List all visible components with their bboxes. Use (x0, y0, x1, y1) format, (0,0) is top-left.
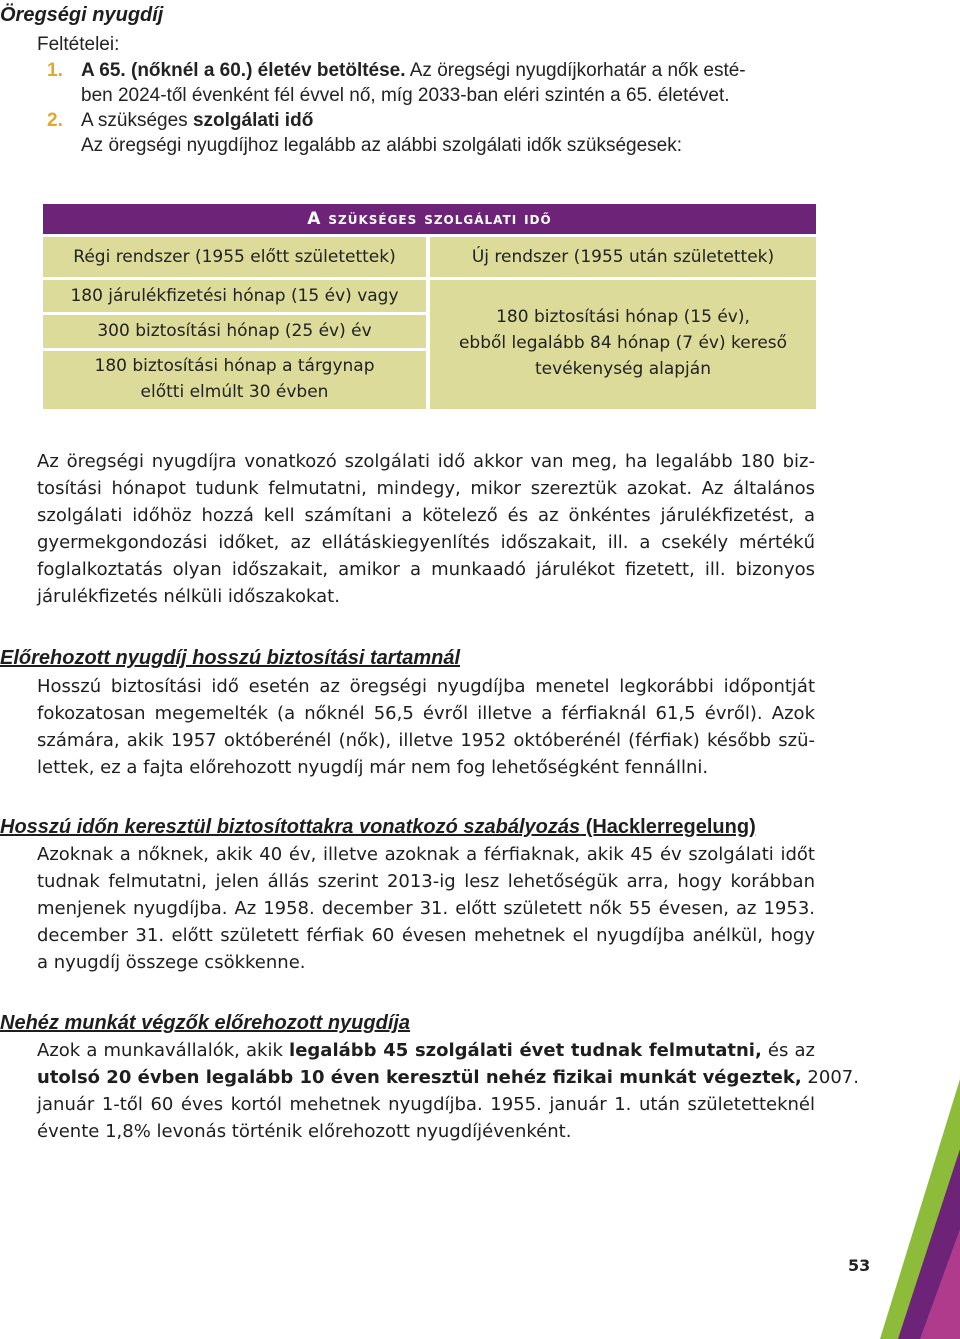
list-item-2 (47, 108, 827, 133)
item1-line2: ben 2024-től évenként fél évvel nő, míg 2033-ban eléri szintén a 65. életévet. (81, 85, 730, 106)
table-title: A szükséges szolgálati idő (43, 204, 816, 234)
col-header-old-text: Régi rendszer (1955 előtt születettek) (73, 247, 396, 267)
s2-line3: számára, akik 1957 októberénél (nők), illetve 1952 októberénél (férfiak) később szü- (37, 730, 815, 751)
new-cell-line3: tevékenység alapján (535, 359, 711, 379)
section-title-elorehozott: Előrehozott nyugdíj hosszú biztosítási tartamnál (0, 647, 461, 669)
s4-line2-bold: utolsó 20 évben legalább 10 éven keresztül nehéz fizikai munkát végeztek, (37, 1067, 802, 1088)
conditions-intro: Feltételei: (37, 34, 120, 55)
condition-list (47, 58, 827, 158)
page-number: 53 (848, 1256, 871, 1275)
p1-line3: szolgálati időhöz hozzá kell számítani a kötelező és az önkéntes járulékfizetést, a (37, 505, 815, 526)
item1-bold: A 65. (nőknél a 60.) életév betöltése. (81, 60, 406, 81)
item2-text: A szükséges (81, 110, 193, 131)
section-title-hackler (0, 814, 756, 840)
p1-line1: Az öregségi nyugdíjra vonatkozó szolgálati idő akkor van meg, ha legalább 180 biz- (37, 451, 815, 472)
s2-line4: lettek, ez a fajta előrehozott nyugdíj már nem fog lehetőségként fennállni. (37, 757, 709, 778)
s3-line2: tudnak felmutatni, jelen állás szerint 2013-ig lesz lehetőségük arra, hogy korábban (37, 871, 815, 892)
s4-line2 (37, 1064, 859, 1091)
p1-line6: járulékfizetés nélküli időszakokat. (37, 586, 340, 607)
old-row-3 (43, 351, 426, 409)
s4-line1-bold: legalább 45 szolgálati évet tudnak felmutatni, (289, 1040, 762, 1061)
new-cell (430, 280, 816, 409)
item2-line2: Az öregségi nyugdíjhoz legalább az alábbi szolgálati idők szükségesek: (81, 135, 682, 156)
s3-line1: Azoknak a nőknek, akik 40 év, illetve azoknak a férfiaknak, akik 45 év szolgálati időt (37, 844, 815, 865)
col-header-old (43, 237, 426, 277)
corner-decoration-icon (880, 1079, 960, 1339)
old-row-1 (43, 280, 426, 312)
list-number-1: 1. (47, 60, 63, 81)
old-row-2-text: 300 biztosítási hónap (25 év) év (97, 321, 372, 341)
s4-line1-post: és az (761, 1040, 816, 1061)
item2-bold: szolgálati idő (192, 110, 314, 131)
s3-title-suffix: (Hacklerregelung) (580, 816, 756, 838)
s4-line1 (37, 1037, 815, 1064)
s4-line4: évente 1,8% levonás történik előrehozott nyugdíjévenként. (37, 1121, 572, 1142)
list-number-2: 2. (47, 110, 63, 131)
s4-line1-pre: Azok a munkavállalók, akik (37, 1040, 290, 1061)
p1-line4: gyermekgondozási időket, az ellátáskiegyenlítés időszakait, ill. a csekély mértékű (37, 532, 815, 553)
s3-line3: menjenek nyugdíjba. Az 1958. december 31. előtt született nők 55 évesen, az 1953. (37, 898, 815, 919)
list-item-1 (47, 58, 827, 83)
s3-line5: a nyugdíj összege csökkenne. (37, 952, 306, 973)
s3-title-main: Hosszú időn keresztül biztosítottakra vonatkozó szabályozás (0, 816, 581, 838)
section-title-oregsegi: Öregségi nyugdíj (0, 4, 164, 26)
section-title-nehez-munka: Nehéz munkát végzők előrehozott nyugdíja (0, 1012, 411, 1034)
s3-line4: december 31. előtt született férfiak 60 évesen mehetnek el nyugdíjba anélkül, hogy (37, 925, 815, 946)
service-time-paragraph (37, 448, 815, 610)
new-cell-line1: 180 biztosítási hónap (15 év), (496, 307, 750, 327)
new-cell-line2: ebből legalább 84 hónap (7 év) kereső (458, 333, 788, 353)
s4-line2-post: 2007. (801, 1067, 859, 1088)
section3-paragraph (37, 841, 815, 976)
s4-line3: január 1-től 60 éves kortól mehetnek nyugdíjba. 1955. január 1. után születetteknél (37, 1094, 815, 1115)
col-header-new-text: Új rendszer (1955 után születettek) (471, 247, 775, 267)
col-header-new (430, 237, 816, 277)
item1-text: Az öregségi nyugdíjkorhatár a nők esté- (405, 60, 746, 81)
section4-paragraph (37, 1037, 859, 1145)
old-row-3-line1: 180 biztosítási hónap a tárgynap (94, 356, 375, 376)
old-row-3-line2: előtti elmúlt 30 évben (140, 382, 329, 402)
section2-paragraph (37, 673, 815, 781)
p1-line5: foglalkoztatás olyan időszakait, amikor a munkaadó járulékot fizetett, ill. bizonyos (37, 559, 815, 580)
old-row-1-text: 180 járulékfizetési hónap (15 év) vagy (70, 286, 399, 306)
s2-line1: Hosszú biztosítási idő esetén az öregségi nyugdíjba menetel legkorábbi időpontját (37, 676, 815, 697)
s2-line2: fokozatosan megemelték (a nőknél 56,5 évről illetve a férfiaknál 61,5 évről). Azok (37, 703, 815, 724)
p1-line2: tosítási hónapot tudunk felmutatni, mindegy, mikor szereztük azokat. Az általános (37, 478, 815, 499)
old-row-2 (43, 315, 426, 348)
